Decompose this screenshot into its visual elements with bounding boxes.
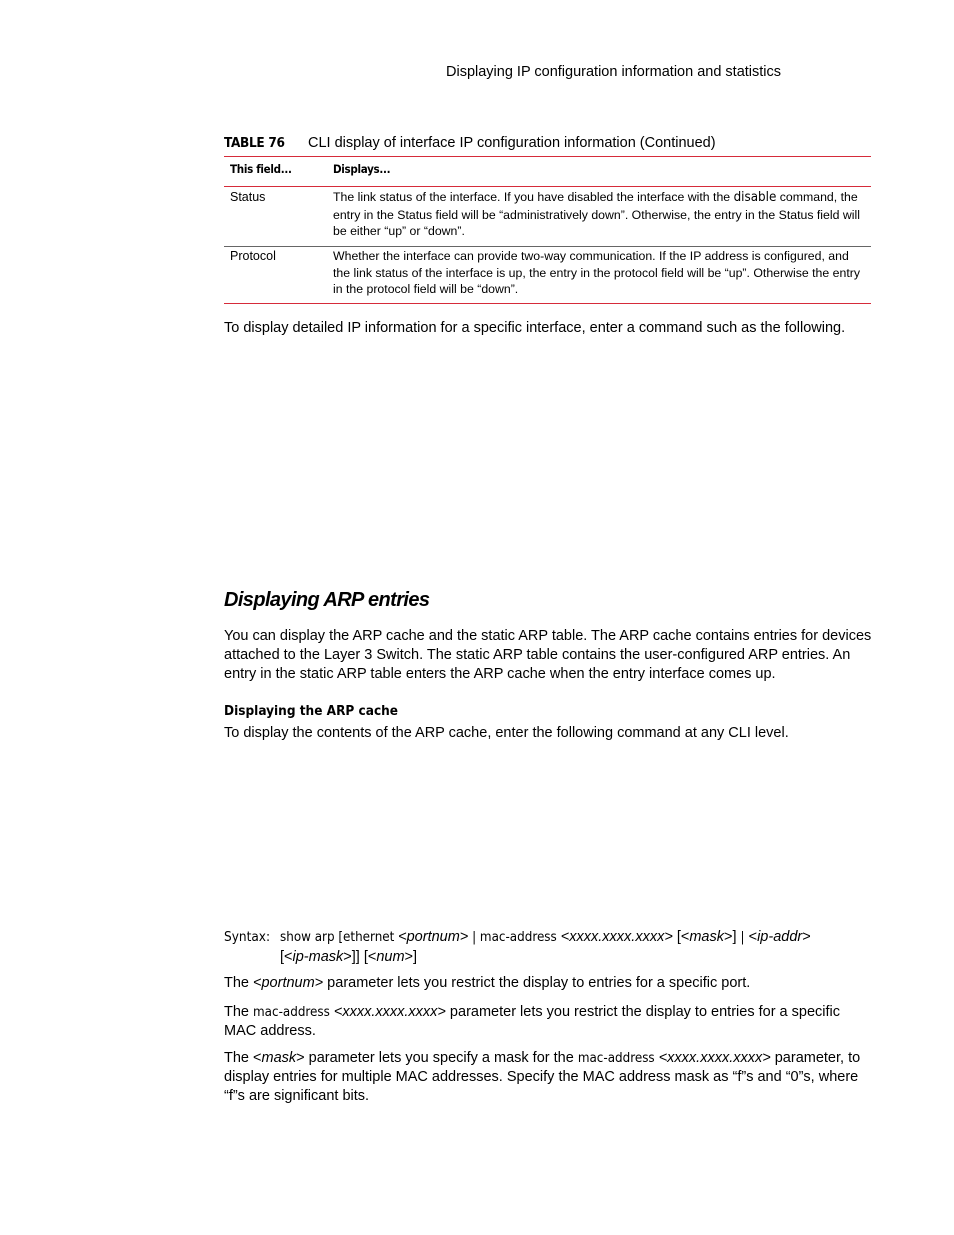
table-bottom-rule	[224, 303, 871, 304]
section-body-paragraph: You can display the ARP cache and the static ARP table. The ARP cache contains entries for devices attached to the Layer 3 Switch. The static ARP table contains the user-configured ARP entries. An entry in the static ARP table enters the ARP cache when the entry interface comes up.	[224, 628, 872, 682]
table-row-divider	[224, 246, 871, 247]
keyword-disable: disable	[733, 190, 777, 205]
param-portnum-paragraph: The <portnum> parameter lets you restrict the display to entries for a specific port.	[224, 975, 751, 991]
table-row-status-field: Status	[230, 190, 266, 204]
table-header-displays: Displays...	[333, 162, 391, 176]
table-header-field: This field...	[230, 162, 292, 176]
intro-detail-paragraph: To display detailed IP information for a specific interface, enter a command such as the following.	[224, 320, 846, 336]
table-caption	[224, 135, 716, 151]
param-mask-paragraph: The <mask> parameter lets you specify a mask for the mac-address <xxxx.xxxx.xxxx> parameter, to display entries for multiple MAC addresses. Specify the MAC address mask as “f”s and “0”s, where “f”s are significant bits.	[224, 1050, 861, 1104]
table-header-rule	[224, 186, 871, 187]
running-header: Displaying IP configuration information and statistics	[446, 64, 782, 80]
section-title: Displaying ARP entries	[224, 589, 430, 611]
table-row-protocol-field: Protocol	[230, 249, 276, 263]
table-number: TABLE 76	[224, 135, 285, 151]
subsection-body-paragraph: To display the contents of the ARP cache, enter the following command at any CLI level.	[224, 725, 789, 741]
table-row-protocol-desc: Whether the interface can provide two-way communication. If the IP address is configured, and the link status of the interface is up, the entry in the protocol field will be “up”. Otherwise the entry in the protocol field will be “down”.	[333, 249, 860, 296]
subsection-title: Displaying the ARP cache	[224, 703, 399, 719]
table-top-rule	[224, 156, 871, 157]
table-row-status-desc: The link status of the interface. If you have disabled the interface with the disable command, the entry in the Status field will be “administratively down”. Otherwise, the entry in the Status field will be either “up” or “down”.	[333, 190, 860, 238]
syntax-label: Syntax:	[224, 929, 271, 945]
syntax-block: Syntax: show arp [ethernet <portnum> | mac-address <xxxx.xxxx.xxxx> [<mask>] | <ip-addr> [<ip-mask>]] [<num>]	[224, 929, 811, 965]
table-title: CLI display of interface IP configuration information (Continued)	[308, 135, 716, 151]
param-mac-paragraph: The mac-address <xxxx.xxxx.xxxx> parameter lets you restrict the display to entries for a specific MAC address.	[224, 1004, 840, 1039]
